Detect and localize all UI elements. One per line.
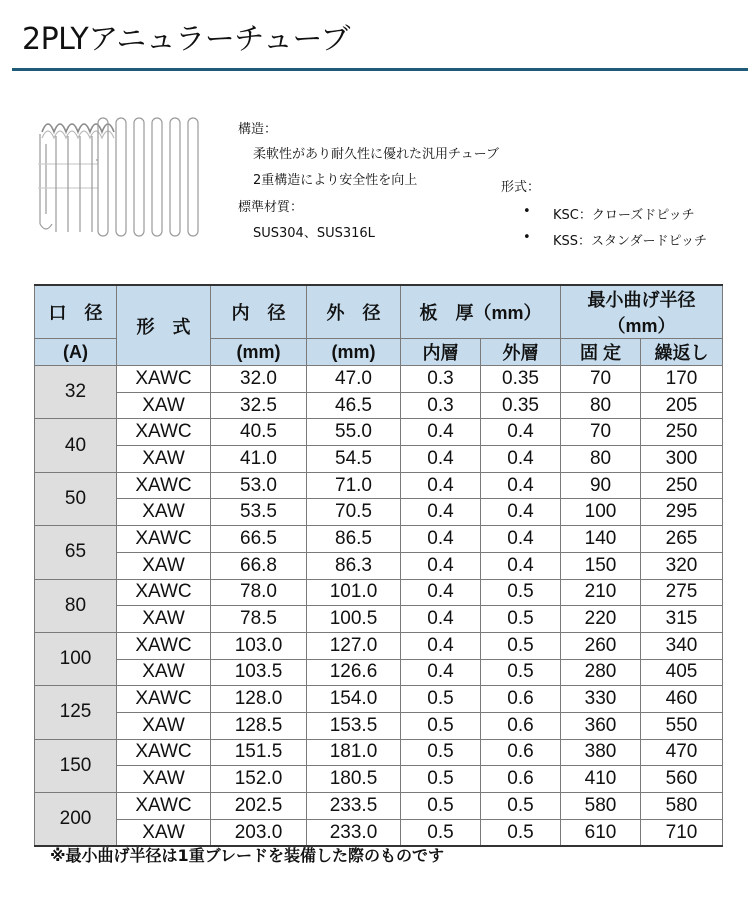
form-label: 形式： (501, 180, 541, 195)
table-cell: 152.0 (211, 766, 307, 793)
table-cell: 340 (641, 632, 723, 659)
table-cell: 181.0 (307, 739, 401, 766)
bore-cell: 50 (35, 472, 117, 525)
table-cell: 0.4 (481, 499, 561, 526)
structure-line-2: 2重構造により安全性を向上 (253, 173, 418, 188)
table-cell: 410 (561, 766, 641, 793)
table-cell: 47.0 (307, 366, 401, 393)
table-row (35, 712, 723, 739)
table-cell: 0.4 (401, 606, 481, 633)
table-cell: 100 (561, 499, 641, 526)
table-cell: 580 (561, 793, 641, 820)
table-cell: 210 (561, 579, 641, 606)
table-row (35, 499, 723, 526)
table-cell: XAWC (117, 739, 211, 766)
table-cell: 250 (641, 472, 723, 499)
table-cell: 78.5 (211, 606, 307, 633)
table-cell: 32.0 (211, 366, 307, 393)
table-cell: 0.35 (481, 366, 561, 393)
table-cell: XAWC (117, 419, 211, 446)
table-cell: 0.6 (481, 739, 561, 766)
table-cell: 100.5 (307, 606, 401, 633)
table-row (35, 366, 723, 393)
table-cell: 128.0 (211, 686, 307, 713)
header-thickness: 板 厚（mm） (401, 285, 561, 339)
bore-cell: 80 (35, 579, 117, 632)
table-cell: 265 (641, 526, 723, 553)
table-row (35, 606, 723, 633)
table-cell: 0.5 (481, 632, 561, 659)
table-cell: XAW (117, 552, 211, 579)
table-cell: 150 (561, 552, 641, 579)
table-cell: 0.4 (481, 419, 561, 446)
table-cell: 86.3 (307, 552, 401, 579)
table-row (35, 446, 723, 473)
table-cell: 101.0 (307, 579, 401, 606)
table-cell: 610 (561, 819, 641, 846)
table-cell: 0.4 (481, 526, 561, 553)
table-cell: 0.5 (401, 766, 481, 793)
table-cell: 154.0 (307, 686, 401, 713)
table-cell: 0.4 (401, 446, 481, 473)
table-row (35, 793, 723, 820)
table-cell: 0.5 (401, 712, 481, 739)
table-cell: 0.4 (401, 419, 481, 446)
table-cell: 0.5 (481, 793, 561, 820)
table-cell: XAWC (117, 686, 211, 713)
table-cell: 0.3 (401, 392, 481, 419)
table-row (35, 686, 723, 713)
bullet-icon: • (523, 204, 531, 219)
table-cell: 66.8 (211, 552, 307, 579)
table-cell: XAW (117, 446, 211, 473)
table-cell: 275 (641, 579, 723, 606)
header-bore-unit: (A) (35, 339, 117, 366)
material-label: 標準材質： (238, 200, 304, 215)
table-cell: 550 (641, 712, 723, 739)
table-cell: 70.5 (307, 499, 401, 526)
table-cell: 0.5 (401, 819, 481, 846)
bore-cell: 200 (35, 793, 117, 847)
table-cell: 0.6 (481, 712, 561, 739)
table-cell: 0.6 (481, 766, 561, 793)
table-cell: 103.0 (211, 632, 307, 659)
table-cell: 103.5 (211, 659, 307, 686)
table-cell: 0.5 (481, 819, 561, 846)
header-bend-repeat: 繰返し (641, 339, 723, 366)
table-cell: 78.0 (211, 579, 307, 606)
table-row (35, 526, 723, 553)
table-cell: 560 (641, 766, 723, 793)
table-cell: XAW (117, 659, 211, 686)
table-cell: 140 (561, 526, 641, 553)
table-cell: 90 (561, 472, 641, 499)
header-outer-unit: (mm) (307, 339, 401, 366)
table-cell: 460 (641, 686, 723, 713)
table-cell: 320 (641, 552, 723, 579)
table-cell: 0.4 (401, 526, 481, 553)
table-cell: 0.5 (481, 659, 561, 686)
table-cell: 71.0 (307, 472, 401, 499)
table-cell: 202.5 (211, 793, 307, 820)
header-thickness-outer: 外層 (481, 339, 561, 366)
table-cell: 380 (561, 739, 641, 766)
table-cell: XAW (117, 392, 211, 419)
table-cell: 46.5 (307, 392, 401, 419)
table-cell: XAWC (117, 793, 211, 820)
table-cell: XAW (117, 819, 211, 846)
bore-cell: 40 (35, 419, 117, 472)
table-cell: 405 (641, 659, 723, 686)
bore-cell: 150 (35, 739, 117, 792)
table-cell: 126.6 (307, 659, 401, 686)
table-cell: 0.5 (481, 579, 561, 606)
table-cell: 0.5 (401, 739, 481, 766)
table-cell: 0.5 (401, 793, 481, 820)
table-cell: 128.5 (211, 712, 307, 739)
table-cell: 0.4 (401, 632, 481, 659)
form-item-kss: KSS：スタンダードピッチ (553, 234, 707, 249)
table-row (35, 552, 723, 579)
table-cell: 360 (561, 712, 641, 739)
table-cell: 70 (561, 419, 641, 446)
footnote: ※最小曲げ半径は1重ブレードを装備した際のものです (50, 846, 445, 865)
table-cell: 0.4 (401, 472, 481, 499)
table-cell: 66.5 (211, 526, 307, 553)
structure-line-1: 柔軟性があり耐久性に優れた汎用チューブ (253, 147, 499, 162)
table-cell: 53.0 (211, 472, 307, 499)
table-cell: 280 (561, 659, 641, 686)
table-row (35, 579, 723, 606)
table-cell: 233.5 (307, 793, 401, 820)
table-cell: 180.5 (307, 766, 401, 793)
table-cell: 40.5 (211, 419, 307, 446)
table-cell: 710 (641, 819, 723, 846)
table-body (35, 366, 723, 847)
table-row (35, 659, 723, 686)
material-value: SUS304、SUS316L (253, 226, 375, 241)
header-bore: 口 径 (35, 285, 117, 339)
table-cell: 0.35 (481, 392, 561, 419)
table-cell: 127.0 (307, 632, 401, 659)
table-cell: XAWC (117, 579, 211, 606)
table-cell: XAWC (117, 472, 211, 499)
header-inner-diameter: 内 径 (211, 285, 307, 339)
title-divider (12, 68, 748, 71)
table-cell: 53.5 (211, 499, 307, 526)
table-cell: 153.5 (307, 712, 401, 739)
header-thickness-inner: 内層 (401, 339, 481, 366)
table-cell: XAWC (117, 632, 211, 659)
table-cell: 295 (641, 499, 723, 526)
table-cell: 86.5 (307, 526, 401, 553)
spec-table (34, 284, 723, 847)
table-cell: 0.4 (401, 499, 481, 526)
bore-cell: 32 (35, 366, 117, 419)
table-row (35, 739, 723, 766)
table-row (35, 392, 723, 419)
table-cell: 580 (641, 793, 723, 820)
header-inner-unit: (mm) (211, 339, 307, 366)
table-cell: 80 (561, 446, 641, 473)
table-cell: 0.4 (481, 446, 561, 473)
table-cell: 0.6 (481, 686, 561, 713)
structure-label: 構造： (238, 122, 278, 137)
table-cell: 70 (561, 366, 641, 393)
table-row (35, 419, 723, 446)
table-cell: XAW (117, 606, 211, 633)
table-cell: 0.4 (401, 552, 481, 579)
form-item-ksc: KSC：クローズドピッチ (553, 208, 695, 223)
table-cell: 0.5 (481, 606, 561, 633)
table-cell: 300 (641, 446, 723, 473)
table-cell: 0.4 (481, 552, 561, 579)
table-cell: 0.5 (401, 686, 481, 713)
bullet-icon: • (523, 230, 531, 245)
bore-cell: 65 (35, 526, 117, 579)
table-row (35, 472, 723, 499)
table-cell: 0.4 (401, 579, 481, 606)
table-row (35, 632, 723, 659)
table-cell: 55.0 (307, 419, 401, 446)
table-cell: XAW (117, 712, 211, 739)
table-cell: 205 (641, 392, 723, 419)
table-cell: XAWC (117, 526, 211, 553)
table-cell: 470 (641, 739, 723, 766)
table-cell: 0.4 (401, 659, 481, 686)
table-cell: 80 (561, 392, 641, 419)
table-cell: XAW (117, 766, 211, 793)
header-min-bend-radius: 最小曲げ半径（mm） (561, 285, 723, 339)
table-cell: 233.0 (307, 819, 401, 846)
table-cell: 203.0 (211, 819, 307, 846)
header-bend-fixed: 固 定 (561, 339, 641, 366)
table-cell: 54.5 (307, 446, 401, 473)
table-row (35, 766, 723, 793)
bore-cell: 125 (35, 686, 117, 739)
table-cell: 41.0 (211, 446, 307, 473)
table-cell: 32.5 (211, 392, 307, 419)
table-cell: 260 (561, 632, 641, 659)
table-cell: 220 (561, 606, 641, 633)
table-cell: XAW (117, 499, 211, 526)
table-cell: 330 (561, 686, 641, 713)
bore-cell: 100 (35, 632, 117, 685)
table-cell: 250 (641, 419, 723, 446)
header-outer-diameter: 外 径 (307, 285, 401, 339)
table-cell: XAWC (117, 366, 211, 393)
table-cell: 151.5 (211, 739, 307, 766)
table-cell: 170 (641, 366, 723, 393)
table-cell: 315 (641, 606, 723, 633)
table-cell: 0.4 (481, 472, 561, 499)
table-cell: 0.3 (401, 366, 481, 393)
page-title: 2PLYアニュラーチューブ (22, 22, 350, 57)
tube-illustration (36, 104, 216, 240)
header-type: 形 式 (117, 285, 211, 366)
